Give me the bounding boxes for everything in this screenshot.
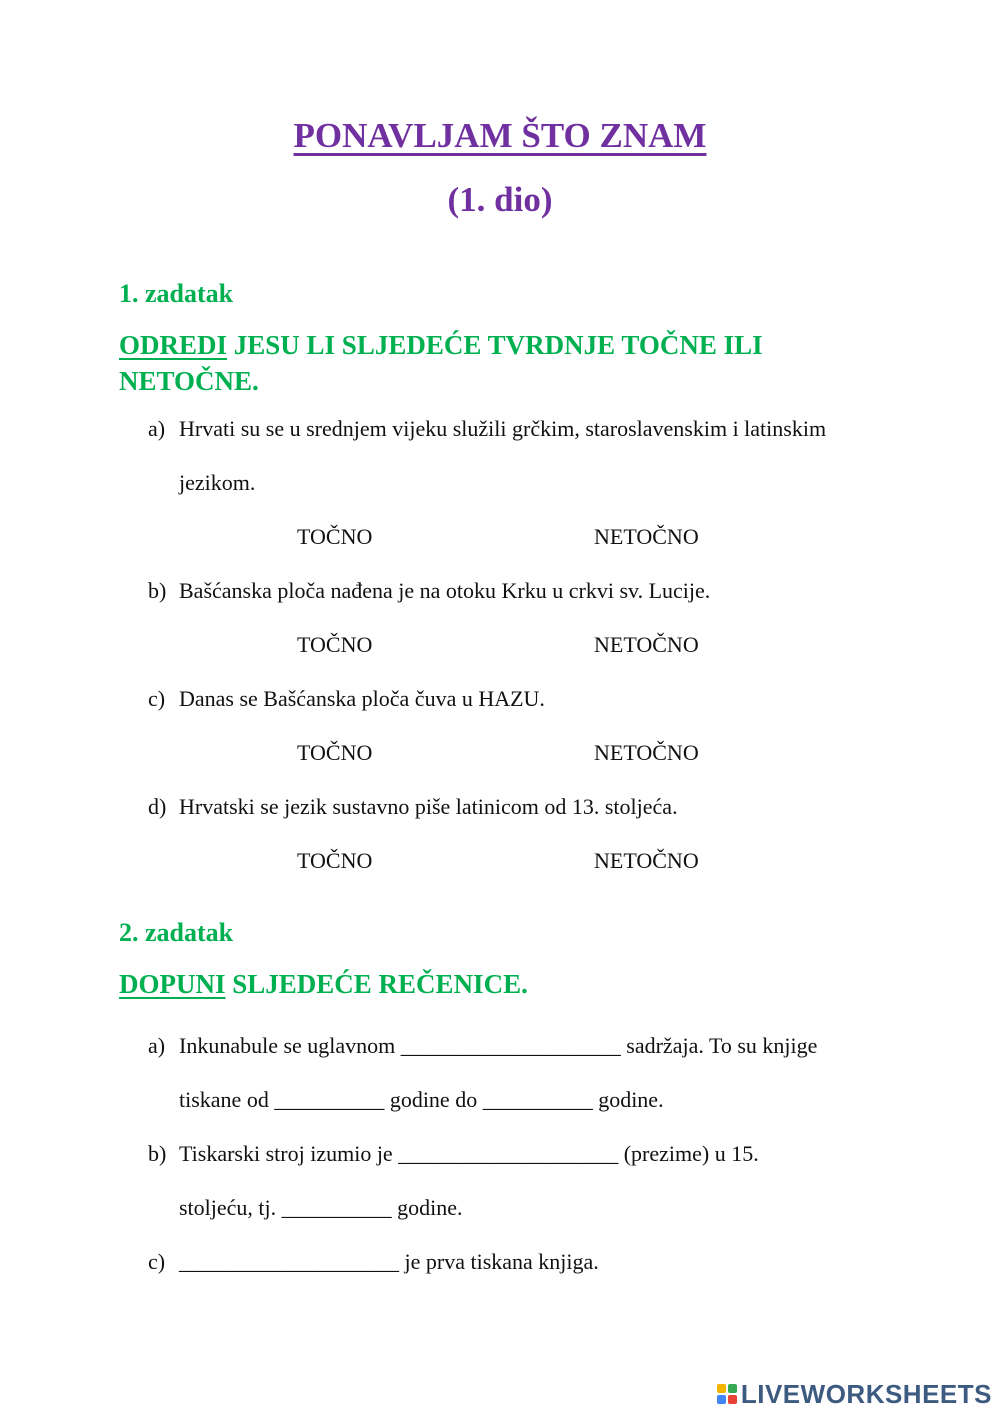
task1-item-b-false-option[interactable]: NETOČNO: [594, 632, 699, 657]
task1-item-b-text: Bašćanska ploča nađena je na otoku Krku u crkvi sv. Lucije.: [179, 578, 711, 603]
task1-item-a-text: Hrvati su se u srednjem vijeku služili grčkim, staroslavenskim i latinskim: [179, 416, 827, 441]
watermark-text: LIVEWORKSHEETS: [740, 1378, 992, 1409]
task1-heading-line2: NETOČNE.: [119, 366, 259, 396]
task2-item-a-text-cont: tiskane od __________ godine do __________ godine.: [179, 1087, 664, 1112]
task1-item-a-text-cont: jezikom.: [179, 470, 256, 495]
task1-heading-rest: JESU LI SLJEDEĆE TVRDNJE TOČNE ILI: [227, 330, 763, 360]
logo-square-red: [728, 1395, 737, 1404]
liveworksheets-watermark: [717, 1379, 992, 1409]
task1-item-d-false-option[interactable]: NETOČNO: [594, 848, 699, 873]
task2-item-a-text: Inkunabule se uglavnom ____________________ sadržaja. To su knjige: [179, 1033, 818, 1058]
task2-item-a-marker: a): [148, 1033, 166, 1058]
task2-item-c-marker: c): [148, 1249, 166, 1274]
task2-item-b-text: Tiskarski stroj izumio je ____________________ (prezime) u 15.: [179, 1141, 759, 1166]
task1-item-d-true-option[interactable]: TOČNO: [297, 848, 373, 873]
task2-label: 2. zadatak: [119, 918, 234, 947]
page-title: PONAVLJAM ŠTO ZNAM: [293, 116, 707, 155]
task2-item-b-marker: b): [148, 1141, 167, 1166]
task2-heading-verb: DOPUNI: [119, 969, 226, 999]
task1-item-d-text: Hrvatski se jezik sustavno piše latinicom od 13. stoljeća.: [179, 794, 678, 819]
task2-item-c-text: ____________________ je prva tiskana knjiga.: [179, 1249, 599, 1274]
task1-item-b-marker: b): [148, 578, 167, 603]
task1-label: 1. zadatak: [119, 279, 234, 308]
task1-item-a-marker: a): [148, 416, 166, 441]
task2-heading-rest: SLJEDEĆE REČENICE.: [225, 969, 528, 999]
logo-square-green: [728, 1384, 737, 1393]
task2-heading: [119, 966, 899, 1002]
task1-item-d-marker: d): [148, 794, 167, 819]
task1-item-c-false-option[interactable]: NETOČNO: [594, 740, 699, 765]
task1-heading: [119, 327, 899, 399]
task1-item-c-text: Danas se Bašćanska ploča čuva u HAZU.: [179, 686, 545, 711]
task1-item-a-false-option[interactable]: NETOČNO: [594, 524, 699, 549]
task1-item-a-true-option[interactable]: TOČNO: [297, 524, 373, 549]
task2-item-b-text-cont: stoljeću, tj. __________ godine.: [179, 1195, 463, 1220]
liveworksheets-logo-icon: [717, 1384, 737, 1404]
task1-item-b-true-option[interactable]: TOČNO: [297, 632, 373, 657]
task1-item-c-true-option[interactable]: TOČNO: [297, 740, 373, 765]
task1-item-c-marker: c): [148, 686, 166, 711]
logo-square-blue: [717, 1395, 726, 1404]
page-subtitle: (1. dio): [447, 180, 553, 219]
task1-heading-verb: ODREDI: [119, 330, 228, 360]
logo-square-yellow: [717, 1384, 726, 1393]
